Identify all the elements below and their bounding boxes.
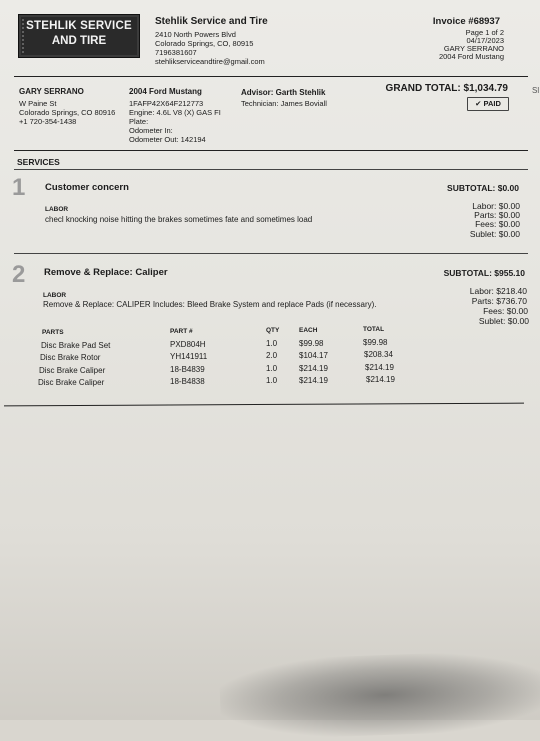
customer-city: Colorado Springs, CO 80916: [19, 108, 116, 117]
invoice-customer: GARY SERRANO: [443, 44, 504, 53]
part-qty: 1.0: [266, 364, 278, 373]
vehicle-odometer-out: Odometer Out: 142194: [129, 135, 206, 144]
shop-email: stehlikserviceandtire@gmail.com: [155, 57, 265, 66]
service-1-parts: Parts: $0.00: [474, 210, 520, 220]
total-col-header: TOTAL: [363, 326, 385, 333]
part-qty: 1.0: [266, 376, 278, 385]
vehicle-engine: Engine: 4.6L V8 (X) GAS FI: [129, 108, 221, 117]
qty-col-header: QTY: [266, 327, 280, 334]
logo-line1: STEHLIK SERVICE: [26, 20, 132, 32]
customer-phone: +1 720-354-1438: [19, 117, 77, 126]
service-number-2: 2: [12, 261, 26, 288]
part-total: $208.34: [364, 350, 393, 359]
part-name: Disc Brake Caliper: [38, 378, 105, 387]
advisor: Advisor: Garth Stehlik: [241, 88, 326, 97]
service-2-parts: Parts: $736.70: [471, 296, 527, 306]
part-total: $99.98: [363, 338, 388, 347]
logo-line2: AND TIRE: [51, 35, 107, 47]
service-1-labor-desc: checl knocking noise hitting the brakes sometimes fate and sometimes load: [45, 215, 313, 224]
service-divider: [14, 253, 528, 254]
shop-phone: 7196381607: [155, 48, 197, 57]
service-1-sublet: Sublet: $0.00: [469, 229, 520, 239]
part-qty: 2.0: [266, 351, 278, 360]
services-heading: SERVICES: [17, 157, 60, 167]
service-2-labor-desc: Remove & Replace: CALIPER Includes: Bleed Brake System and replace Pads (if necessary).: [43, 300, 377, 309]
vehicle-plate: Plate:: [129, 117, 149, 126]
edge-text: Sl: [532, 86, 540, 95]
part-name: Disc Brake Pad Set: [41, 341, 111, 350]
part-each: $214.19: [299, 364, 328, 373]
service-2-labor-heading: LABOR: [43, 292, 67, 299]
shop-name: Stehlik Service and Tire: [155, 16, 268, 27]
service-number-1: 1: [12, 174, 26, 201]
customer-name: GARY SERRANO: [19, 87, 84, 96]
part-each: $214.19: [299, 376, 328, 385]
part-total: $214.19: [365, 363, 394, 372]
invoice-vehicle: 2004 Ford Mustang: [438, 52, 504, 61]
service-1-subtotal: SUBTOTAL: $0.00: [447, 183, 519, 193]
service-1-title: Customer concern: [45, 182, 129, 193]
part-number: 18-B4839: [170, 365, 205, 374]
service-1-fees: Fees: $0.00: [475, 219, 520, 229]
each-col-header: EACH: [299, 327, 318, 334]
parts-col-header: PARTS: [42, 329, 64, 336]
service-2-fees: Fees: $0.00: [483, 306, 528, 316]
technician: Technician: James Boviall: [241, 99, 327, 108]
partnum-col-header: PART #: [170, 328, 193, 335]
service-2-sublet: Sublet: $0.00: [478, 316, 529, 326]
grand-total: GRAND TOTAL: $1,034.79: [385, 83, 508, 94]
shadow-overlay: [219, 649, 540, 740]
vehicle-title: 2004 Ford Mustang: [129, 87, 202, 96]
invoice-number: Invoice #68937: [432, 16, 500, 27]
part-number: PXD804H: [170, 340, 206, 349]
customer-street: W Paine St: [19, 99, 57, 108]
services-top-divider: [14, 150, 528, 151]
part-total: $214.19: [366, 375, 395, 384]
part-name: Disc Brake Rotor: [40, 353, 101, 362]
service-1-labor-heading: LABOR: [45, 206, 69, 213]
service-2-subtotal: SUBTOTAL: $955.10: [443, 268, 525, 278]
service-2-labor: Labor: $218.40: [469, 286, 527, 296]
service-1-labor: Labor: $0.00: [472, 201, 520, 211]
paid-badge: ✔ PAID: [467, 97, 509, 111]
vehicle-odometer-in: Odometer In:: [129, 126, 173, 135]
part-number: YH141911: [170, 352, 208, 361]
shop-address1: 2410 North Powers Blvd: [155, 30, 236, 39]
shop-address2: Colorado Springs, CO, 80915: [155, 39, 254, 48]
services-heading-divider: [14, 169, 528, 170]
header-divider: [14, 76, 528, 77]
service-2-title: Remove & Replace: Caliper: [44, 267, 168, 278]
part-each: $104.17: [299, 351, 328, 360]
part-name: Disc Brake Caliper: [39, 366, 106, 375]
shop-logo: [18, 14, 140, 58]
part-qty: 1.0: [266, 339, 278, 348]
vehicle-vin: 1FAFP42X64F212773: [129, 99, 204, 108]
invoice-page: Page 1 of 2: [465, 28, 504, 37]
part-each: $99.98: [299, 339, 324, 348]
part-number: 18-B4838: [170, 377, 205, 386]
invoice-date: 04/17/2023: [466, 36, 504, 45]
